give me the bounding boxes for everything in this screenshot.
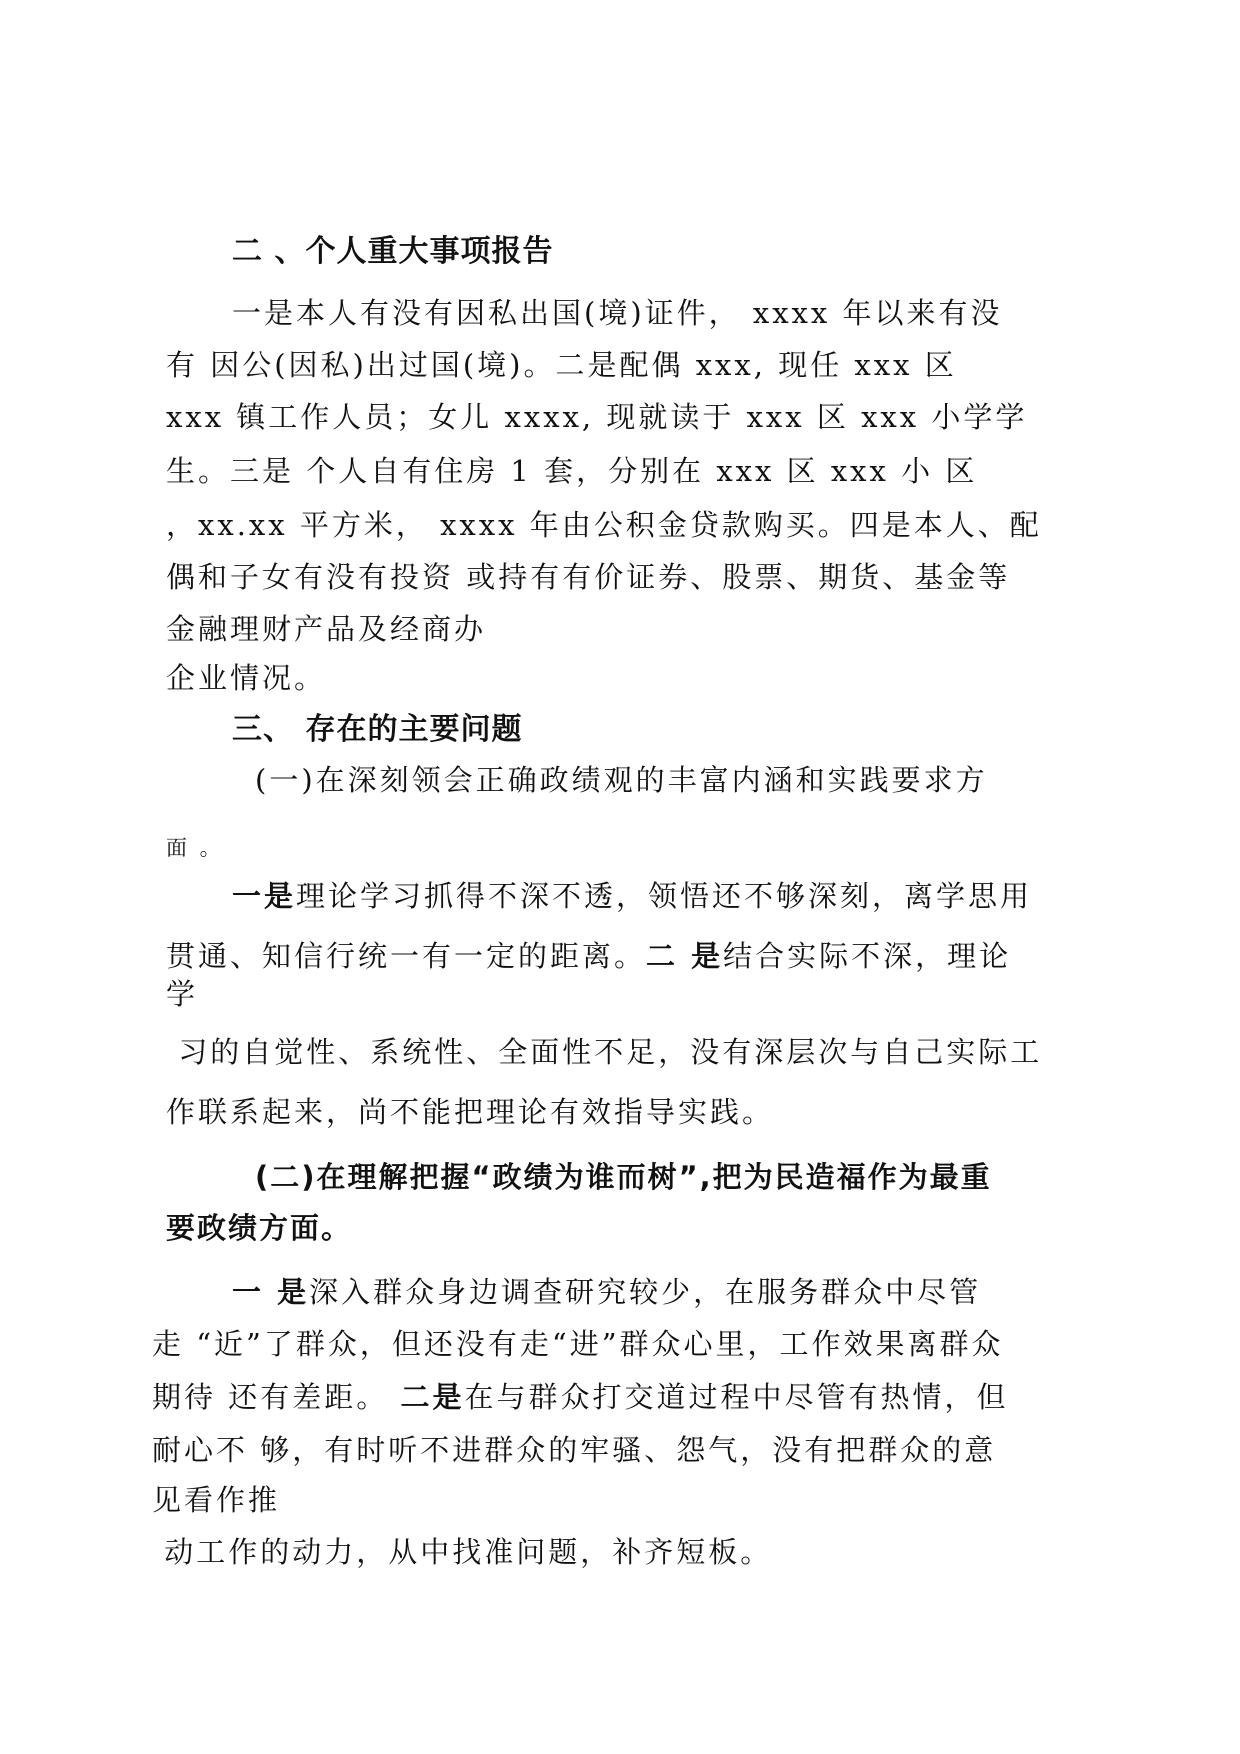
sub-1-line-2-text-a: 贯通、知信行统一有一定的距离。 bbox=[166, 939, 647, 973]
sub-2-title-line-2: 要政绩方面。 bbox=[166, 1211, 353, 1245]
section-2-line-7: 金融理财产品及经商办 bbox=[166, 612, 487, 646]
sub-2-line-1 bbox=[232, 1272, 981, 1312]
section-2-line-3: xxx 镇工作人员；女儿 xxxx, 现就读于 xxx 区 xxx 小学学 bbox=[166, 400, 1028, 434]
sub-2-line-4: 耐心不 够，有时听不进群众的牢骚、怨气，没有把群众的意 bbox=[152, 1433, 997, 1467]
sub-1-line-1 bbox=[232, 876, 1032, 916]
sub-2-line-2: 走 “近”了群众，但还没有走“进”群众心里，工作效果离群众 bbox=[152, 1327, 1004, 1361]
sub-2-title-line-1: (二)在理解把握“政绩为谁而树”,把为民造福作为最重 bbox=[255, 1160, 992, 1194]
sub-1-title-line-1: (一)在深刻领会正确政绩观的丰富内涵和实践要求方 bbox=[255, 763, 988, 797]
section-2-line-6: 偶和子女有没有投资 或持有有价证券、股票、期货、基金等 bbox=[166, 560, 1011, 594]
sub-2-point-2-label: 二是 bbox=[400, 1380, 465, 1414]
sub-2-point-1-label: 一 是 bbox=[232, 1275, 310, 1309]
sub-1-line-5: 作联系起来，尚不能把理论有效指导实践。 bbox=[166, 1095, 775, 1129]
sub-1-point-1-label: 一是 bbox=[232, 879, 297, 913]
section-2-line-4: 生。三是 个人自有住房 1 套，分别在 xxx 区 xxx 小 区 bbox=[166, 454, 978, 488]
sub-1-line-3: 学 bbox=[166, 977, 199, 1011]
sub-2-line-3-text-b: 在与群众打交道过程中尽管有热情，但 bbox=[464, 1380, 1009, 1414]
sub-2-line-5: 见看作推 bbox=[152, 1483, 281, 1517]
section-2-line-5: ，xx.xx 平方米， xxxx 年由公积金贷款购买。四是本人、配 bbox=[166, 508, 1042, 542]
sub-2-line-1-text: 深入群众身边调查研究较少，在服务群众中尽管 bbox=[309, 1275, 982, 1309]
sub-1-title-line-2: 面 。 bbox=[166, 836, 224, 860]
section-2-heading: 二 、个人重大事项报告 bbox=[232, 234, 554, 269]
sub-1-line-4: 习的自觉性、系统性、全面性不足，没有深层次与自己实际工 bbox=[166, 1035, 1043, 1069]
sub-1-line-2 bbox=[166, 936, 1011, 976]
sub-1-line-1-text: 理论学习抓得不深不透，领悟还不够深刻，离学思用 bbox=[296, 879, 1033, 913]
section-2-line-8: 企业情况。 bbox=[166, 661, 327, 695]
sub-2-line-3-text-a: 期待 还有差距。 bbox=[152, 1380, 401, 1414]
sub-2-line-6: 动工作的动力，从中找准问题，补齐短板。 bbox=[152, 1535, 773, 1569]
section-2-line-2: 有 因公(因私)出过国(境)。二是配偶 xxx, 现任 xxx 区 bbox=[166, 348, 957, 382]
sub-2-line-3 bbox=[152, 1377, 1008, 1417]
sub-1-point-2-label: 二 是 bbox=[646, 939, 724, 973]
section-2-line-1: 一是本人有没有因私出国(境)证件， xxxx 年以来有没 bbox=[232, 296, 1003, 330]
section-3-heading: 三、 存在的主要问题 bbox=[232, 712, 523, 747]
sub-1-line-2-text-b: 结合实际不深，理论 bbox=[723, 939, 1012, 973]
